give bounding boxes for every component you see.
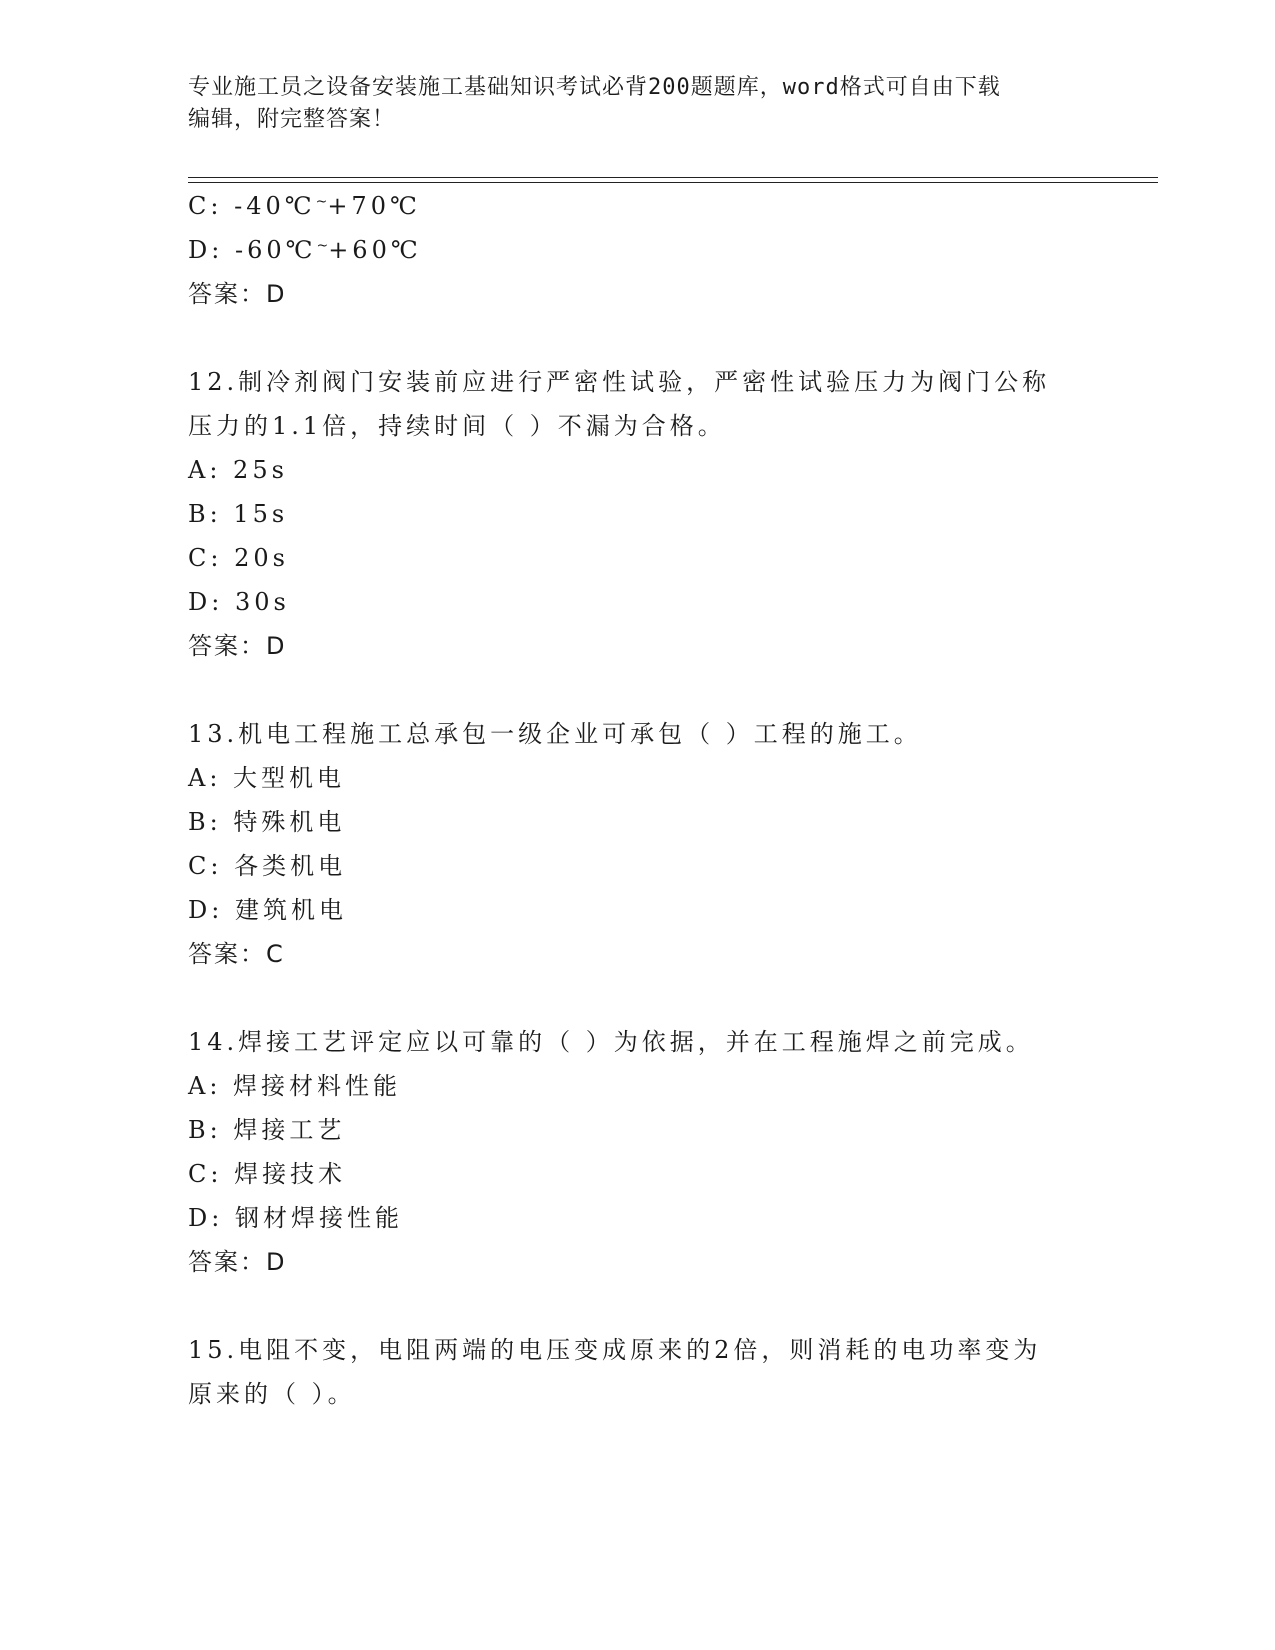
q13-option-b: B: 特殊机电 (188, 808, 346, 836)
q12-option-d: D: 30s (188, 588, 290, 616)
header-line-2: 编辑，附完整答案！ (188, 107, 396, 132)
q14-option-c: C: 焊接技术 (188, 1160, 347, 1188)
q11-option-d (188, 234, 422, 266)
q13-option-a: A: 大型机电 (188, 764, 346, 792)
q11-option-d-tilde: ~ (316, 238, 329, 254)
q15-stem-line-2: 原来的（ ）。 (188, 1380, 356, 1408)
document-header (188, 72, 1088, 136)
q14-option-a: A: 焊接材料性能 (188, 1072, 402, 1100)
q11-option-d-start: D: -60℃ (188, 236, 317, 264)
q14-answer: 答案：D (188, 1248, 287, 1276)
header-line-1: 专业施工员之设备安装施工基础知识考试必背200题题库，word格式可自由下载 (188, 75, 1001, 100)
q13-answer: 答案：C (188, 940, 285, 968)
q11-option-c-tilde: ~ (315, 194, 328, 210)
q11-option-c-start: C: -40℃ (188, 192, 316, 220)
q13-option-d: D: 建筑机电 (188, 896, 347, 924)
q12-answer: 答案：D (188, 632, 287, 660)
q11-option-c-end: +70℃ (327, 192, 421, 220)
q11-option-d-end: +60℃ (328, 236, 422, 264)
q14-option-b: B: 焊接工艺 (188, 1116, 346, 1144)
q14-option-d: D: 钢材焊接性能 (188, 1204, 403, 1232)
q13-stem-line-1: 13.机电工程施工总承包一级企业可承包（ ）工程的施工。 (188, 720, 922, 748)
header-divider-top (188, 177, 1158, 178)
q12-option-a: A: 25s (188, 456, 288, 484)
q12-option-b: B: 15s (188, 500, 289, 528)
q13-option-c: C: 各类机电 (188, 852, 347, 880)
q12-option-c: C: 20s (188, 544, 289, 572)
q11-option-c (188, 190, 421, 222)
q14-stem-line-1: 14.焊接工艺评定应以可靠的（ ）为依据，并在工程施焊之前完成。 (188, 1028, 1034, 1056)
q12-stem-line-1: 12.制冷剂阀门安装前应进行严密性试验，严密性试验压力为阀门公称 (188, 368, 1051, 396)
q12-stem-line-2: 压力的1.1倍，持续时间（ ）不漏为合格。 (188, 412, 726, 440)
q15-stem-line-1: 15.电阻不变，电阻两端的电压变成原来的2倍，则消耗的电功率变为 (188, 1336, 1042, 1364)
header-divider-bottom (188, 182, 1158, 183)
q11-answer: 答案：D (188, 280, 287, 308)
